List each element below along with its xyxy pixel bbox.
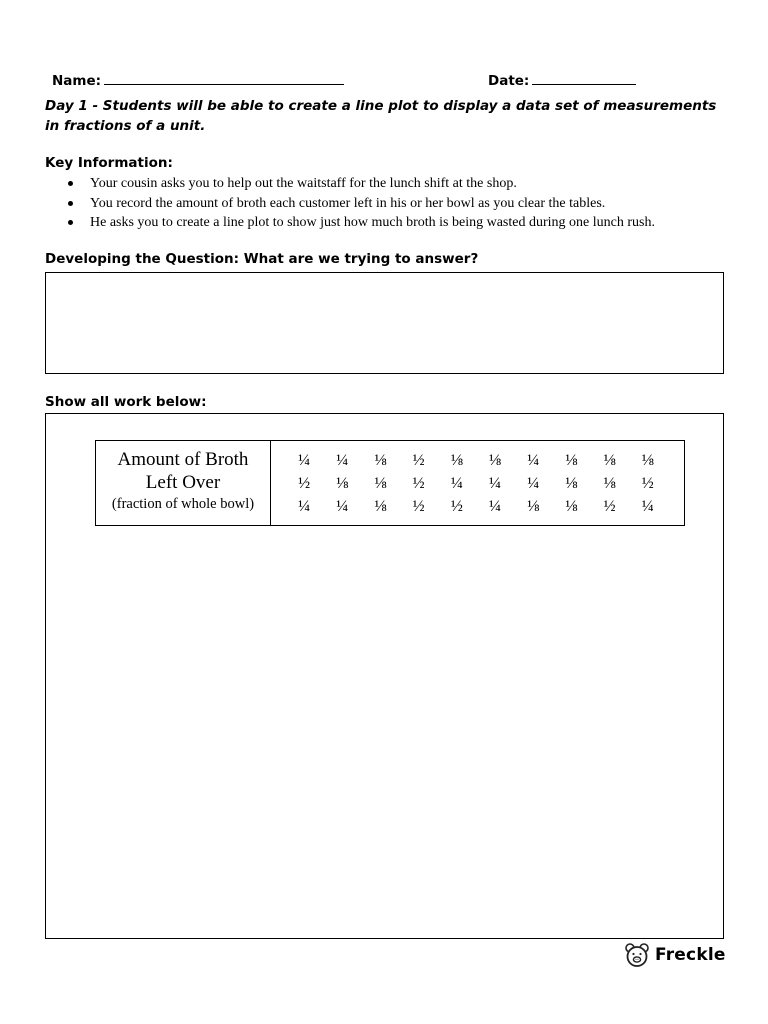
table-value: ½	[412, 498, 425, 515]
table-value: ½	[603, 498, 616, 515]
name-field[interactable]	[52, 72, 344, 89]
bullet-icon	[68, 181, 73, 186]
question-answer-box[interactable]	[45, 272, 724, 374]
date-field[interactable]	[488, 72, 636, 89]
table-value: ⅛	[565, 498, 578, 515]
table-value: ¼	[527, 452, 540, 469]
table-value: ½	[298, 475, 311, 492]
table-value: ⅛	[603, 475, 616, 492]
table-value: ¼	[336, 498, 349, 515]
table-value: ½	[641, 475, 654, 492]
name-label: Name:	[52, 73, 102, 89]
table-values-cell	[271, 441, 683, 525]
key-information-list	[45, 174, 655, 233]
table-value: ¼	[298, 452, 311, 469]
table-value: ¼	[641, 498, 654, 515]
list-item	[45, 213, 655, 233]
table-value: ¼	[336, 452, 349, 469]
list-item	[45, 194, 655, 214]
table-row	[285, 473, 675, 495]
table-value: ½	[412, 452, 425, 469]
key-information-heading: Key Information:	[45, 155, 173, 171]
table-value: ¼	[489, 498, 502, 515]
table-label-cell	[96, 441, 271, 525]
table-value: ⅛	[565, 452, 578, 469]
bear-face-icon	[623, 941, 651, 969]
table-value: ⅛	[374, 475, 387, 492]
table-row	[285, 450, 675, 472]
list-item	[45, 174, 655, 194]
table-label-unit: (fraction of whole bowl)	[111, 496, 255, 512]
bullet-text: You record the amount of broth each customer left in his or her bowl as you clear the tables.	[90, 195, 606, 211]
table-value: ⅛	[374, 452, 387, 469]
name-blank-line[interactable]	[104, 72, 344, 85]
bullet-icon	[68, 201, 73, 206]
table-value: ¼	[489, 475, 502, 492]
table-value: ½	[412, 475, 425, 492]
table-value: ¼	[527, 475, 540, 492]
broth-data-table	[95, 440, 685, 526]
table-value: ⅛	[641, 452, 654, 469]
bullet-text: Your cousin asks you to help out the waitstaff for the lunch shift at the shop.	[90, 176, 517, 191]
bullet-icon	[68, 220, 73, 225]
table-value: ¼	[450, 475, 463, 492]
bullet-text: He asks you to create a line plot to show just how much broth is being wasted during one lunch rush.	[90, 215, 655, 230]
table-label-line: Amount of Broth	[117, 449, 249, 470]
work-heading: Show all work below:	[45, 394, 207, 410]
table-value: ¼	[298, 498, 311, 515]
table-value: ⅛	[489, 452, 502, 469]
question-heading: Developing the Question: What are we trying to answer?	[45, 251, 479, 267]
date-label: Date:	[488, 73, 530, 89]
table-label-line: Left Over	[145, 472, 221, 493]
table-value: ⅛	[603, 452, 616, 469]
table-row	[285, 496, 675, 518]
table-value: ⅛	[450, 452, 463, 469]
table-value: ⅛	[374, 498, 387, 515]
header-row	[52, 72, 652, 92]
brand-name: Freckle	[655, 945, 726, 965]
freckle-brand	[623, 941, 726, 969]
objective-statement: Day 1 - Students will be able to create a line plot to display a data set of measurements in fractions of a unit.	[45, 98, 717, 134]
table-value: ⅛	[527, 498, 540, 515]
date-blank-line[interactable]	[532, 72, 636, 85]
table-value: ⅛	[336, 475, 349, 492]
table-value: ½	[450, 498, 463, 515]
table-value: ⅛	[565, 475, 578, 492]
